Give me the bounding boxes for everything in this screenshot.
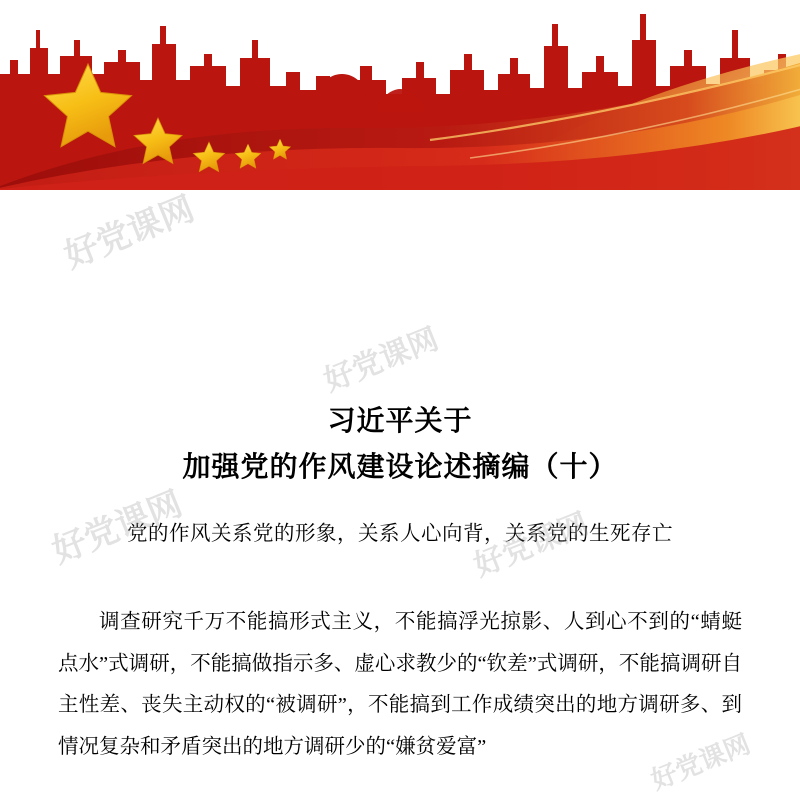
banner-graphic: [0, 0, 800, 190]
document-title: [58, 398, 742, 490]
paragraph: 调查研究千万不能搞形式主义，不能搞浮光掠影、人到心不到的“蜻蜓点水”式调研，不能搞做指示多、虚心求教少的“钦差”式调研，不能搞调研自主性差、丧失主动权的“被调研”，不能搞到工作成绩突出的地方调研多、到情况复杂和矛盾突出的地方调研少的“嫌贫爱富”: [58, 611, 742, 758]
watermark-1: 好党课网: [59, 189, 200, 276]
document-content: [58, 602, 742, 768]
watermark-3: 好党课网: [47, 484, 188, 571]
watermark-2: 好党课网: [319, 322, 444, 399]
header-banner: [0, 0, 800, 190]
watermark-4: 好党课网: [469, 507, 594, 584]
document-title-line-2: 加强党的作风建设论述摘编（十）: [182, 451, 618, 483]
watermark-5: 好党课网: [646, 728, 755, 796]
document-subtitle: 党的作风关系党的形象，关系人心向背，关系党的生死存亡: [127, 523, 673, 546]
document-body: [0, 398, 800, 768]
document-title-line-1: 习近平关于: [327, 405, 473, 436]
